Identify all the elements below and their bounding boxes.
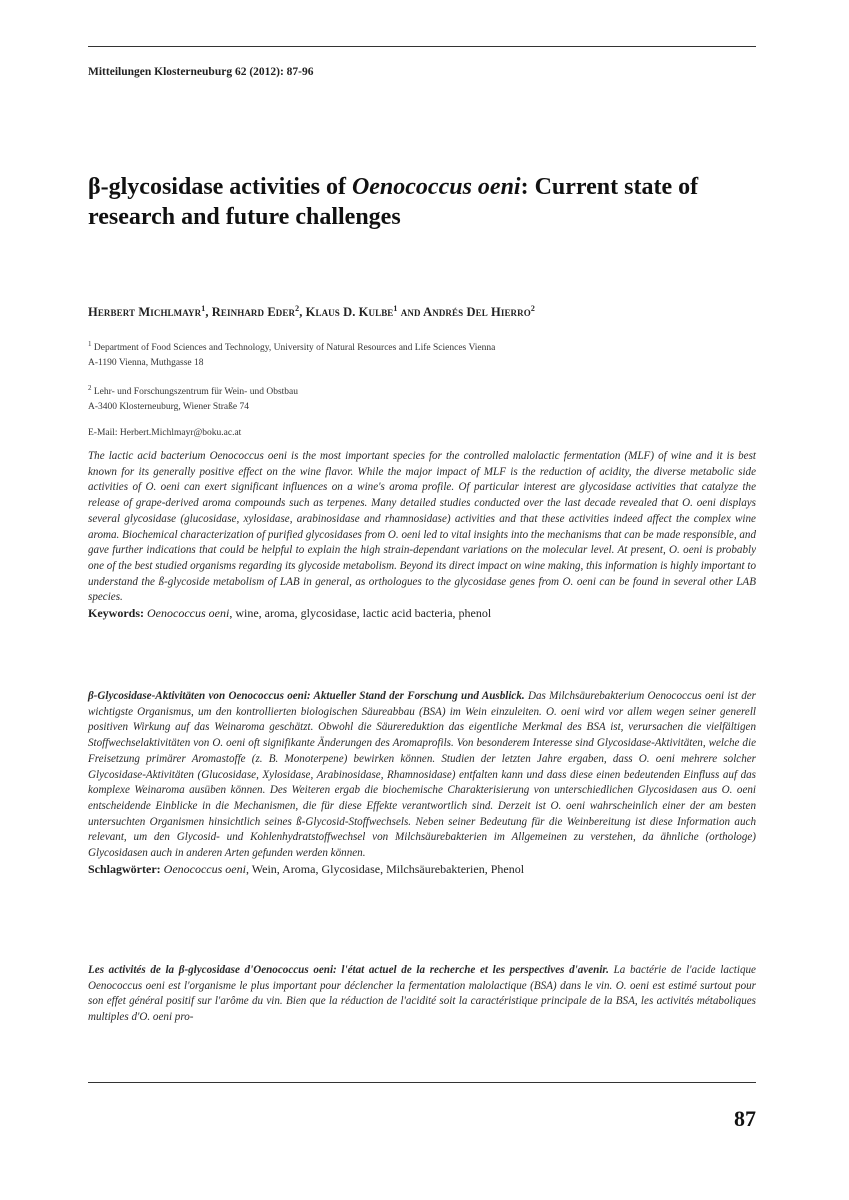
author-conjunction: and (400, 305, 421, 320)
keywords-german-list: , Wein, Aroma, Glycosidase, Milchsäurebakterien, Phenol (245, 861, 525, 876)
page-number: 87 (734, 1106, 756, 1131)
affiliation-2-line-1: Lehr- und Forschungszentrum für Wein- und Obstbau (93, 387, 299, 398)
keywords-english-species: Oenococcus oeni (147, 606, 230, 621)
keywords-german (88, 862, 756, 878)
abstract-french (88, 963, 756, 1026)
abstract-french-heading: Les activités de la β-glycosidase d'Oenococcus oeni: l'état actuel de la recherche et les perspectives d'avenir. (88, 964, 609, 976)
author-4: Andrés Del Hierro (423, 305, 531, 320)
title-species: Oenococcus oeni (351, 174, 521, 200)
affiliation-1-marker: 1 (88, 340, 92, 348)
title-part-2: : Current state of research and future challenges (88, 174, 699, 230)
keywords-german-species: Oenococcus oeni (163, 861, 246, 876)
contact-email: E-Mail: Herbert.Michlmayr@boku.ac.at (88, 428, 242, 438)
header-rule (88, 46, 756, 47)
author-1-affil: 1 (201, 304, 206, 313)
keywords-english (88, 606, 756, 622)
author-list: Herbert Michlmayr$^1$, Reinhard Eder$^2$, Klaus D. Kulbe$^1$ and Andrés Del Hierro$^2$ (88, 304, 535, 320)
author-2: Reinhard Eder (211, 305, 296, 320)
title-part-1: β-glycosidase activities of (88, 174, 352, 200)
author-3-affil: 1 (393, 304, 398, 313)
affiliation-2-marker: 2 (88, 384, 92, 392)
abstract-english-text: The lactic acid bacterium Oenococcus oeni is the most important species for the controlled malolactic fermentation (MLF) of wine and it is best known for its generally positive effect on the wine flavor. While the major impact of MLF is the reduction of acidity, the diverse metabolic side activities of O. oeni can exert significant influences on a wine's aroma profile. Of particular interest are glycosidase activities that catalyze the release of grape-derived aroma compounds such as terpenes. Many detailed studies conducted over the last decade revealed that O. oeni displays several glycosidase (glucosidase, xylosidase, arabinosidase and rhamnosidase) activities and that these activities indeed affect the complex wine aroma. Biochemical characterization of purified glycosidases from O. oeni led to vital insights into the mechanisms that can be made responsible, and gave further indications that could be helpful to explain the high strain-dependant variations on the molecular level. At present, O. oeni is probably one of the best studied organisms regarding its glycoside metabolism. Beyond its direct impact on wine making, this information is highly important to understand the ß-glycoside metabolism of LAB in general, as orthologues to the glycosidase genes from O. oeni can be found in several other LAB species. (88, 450, 757, 604)
abstract-english (88, 449, 756, 622)
affiliation-2 (88, 381, 298, 415)
keywords-english-list: , wine, aroma, glycosidase, lactic acid bacteria, phenol (229, 606, 492, 621)
author-2-affil: 2 (295, 304, 300, 313)
affiliation-2-line-2: A-3400 Klosterneuburg, Wiener Straße 74 (88, 402, 249, 413)
affiliation-1-line-2: A-1190 Vienna, Muthgasse 18 (88, 358, 204, 369)
abstract-german (88, 689, 756, 877)
journal-citation: Mitteilungen Klosterneuburg 62 (2012): 87-96 (88, 66, 314, 78)
affiliation-1-line-1: Department of Food Sciences and Technology, University of Natural Resources and Life Sciences Vienna (93, 343, 496, 354)
footer-rule (88, 1082, 756, 1083)
author-3: Klaus D. Kulbe (305, 305, 394, 320)
author-4-affil: 2 (530, 304, 535, 313)
keywords-english-label: Keywords: (88, 606, 144, 621)
abstract-german-text: Das Milchsäurebakterium Oenococcus oeni ist der wichtigste Organismus, um den kontrollierten biologischen Säureabbau (BSA) im Wein einzuleiten. O. oeni wird vor allem wegen seiner generell positiven Wirkung auf das Weinaroma geschätzt. Obwohl die Säurereduktion das eigentliche Merkmal des BSA ist, verursachen die vielfältigen Stoffwechselaktivitäten von O. oeni oft signifikante Änderungen des Aromaprofils. Von besonderem Interesse sind Glycosidase-Aktivitäten, welche die Freisetzung primärer Aromastoffe (z. B. Monoterpene) bewirken können. Studien der letzten Jahre ergaben, dass O. oeni mehrere solcher Glycosidase-Aktivitäten (Glucosidase, Xylosidase, Arabinosidase, Rhamnosidase) entfalten kann und dass diese einen bedeutenden Einfluss auf das komplexe Weinaroma ausüben können. Des Weiteren ergab die biochemische Charakterisierung von unterschiedlichen Glycosidasen aus O. oeni entscheidende Einblicke in die Mechanismen, die für diese Effekte verantwortlich sind. Derzeit ist O. oeni wahrscheinlich einer der am besten untersuchten Organismen hinsichtlich seines ß-Glycosid-Stoffwechsels. Neben seiner Bedeutung für die Weinbereitung ist diese Information auch relevant, um den Glycosid- und Kohlenhydratstoffwechsel von Milchsäurebakterien im Allgemeinen zu verstehen, da ähnliche (orthologe) Glycosidasen auch in anderen Arten gefunden werden können. (88, 690, 756, 860)
keywords-german-label: Schlagwörter: (88, 861, 161, 876)
abstract-french-text: La bactérie de l'acide lactique Oenococcus oeni est l'organisme le plus important pour déclencher la fermentation malolactique (BSA) dans le vin. O. oeni est estimé surtout pour son effet général positif sur l'arôme du vin. Bien que la réduction de l'acidité soit la caractéristique principale de la BSA, les activités métaboliques multiples d'O. oeni pro- (88, 964, 756, 1024)
abstract-german-heading: β-Glycosidase-Aktivitäten von Oenococcus oeni: Aktueller Stand der Forschung und Ausblick. (88, 690, 525, 702)
author-1: Herbert Michlmayr (88, 305, 202, 320)
paper-title (88, 172, 768, 232)
affiliation-1 (88, 337, 495, 371)
